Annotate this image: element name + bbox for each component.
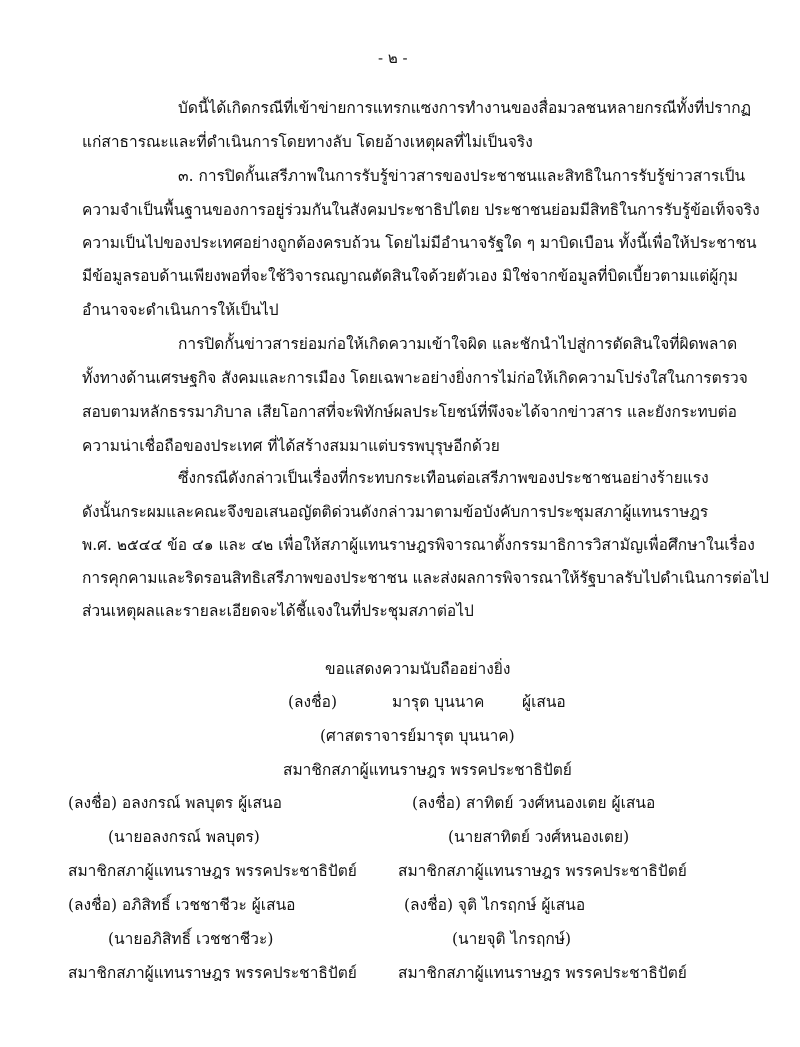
body-line: ๓. การปิดกั้นเสรีภาพในการรับรู้ข่าวสารของประชาชนและสิทธิในการรับรู้ข่าวสารเป็น [178,167,746,185]
body-line: การคุกคามและริดรอนสิทธิเสรีภาพของประชาชน และส่งผลการพิจารณาให้รัฐบาลรับไปดำเนินการต่อไป [82,569,769,587]
body-line: บัดนี้ได้เกิดกรณีที่เข้าข่ายการแทรกแซงการทำงานของสื่อมวลชนหลายกรณีทั้งที่ปรากฏ [178,99,752,117]
co-signer-full-name: (นายจุติ ไกรฤกษ์) [452,930,572,948]
body-line: ความเป็นไปของประเทศอย่างถูกต้องครบถ้วน โดยไม่มีอำนาจรัฐใด ๆ มาบิดเบือน ทั้งนี้เพื่อให้ประชาชน [82,234,757,252]
body-line: อำนาจจะดำเนินการให้เป็นไป [82,301,279,319]
main-signer-full-name: (ศาสตราจารย์มารุต บุนนาค) [320,727,515,745]
closing-text: ขอแสดงความนับถืออย่างยิ่ง [325,660,511,678]
co-signer-full-name: (นายอภิสิทธิ์ เวชชาชีวะ) [108,930,274,948]
body-line: การปิดกั้นข่าวสารย่อมก่อให้เกิดความเข้าใจผิด และชักนำไปสู่การตัดสินใจที่ผิดพลาด [178,335,738,353]
co-signer-sign-line: (ลงชื่อ) จุติ ไกรฤกษ์ ผู้เสนอ [404,896,586,914]
main-signer-name: มารุต บุนนาค [392,693,485,711]
co-signer-sign-line: (ลงชื่อ) อภิสิทธิ์ เวชชาชีวะ ผู้เสนอ [68,896,296,914]
co-signer-sign-line: (ลงชื่อ) อลงกรณ์ พลบุตร ผู้เสนอ [68,794,282,812]
co-signer-position: สมาชิกสภาผู้แทนราษฎร พรรคประชาธิปัตย์ [68,964,357,982]
co-signer-position: สมาชิกสภาผู้แทนราษฎร พรรคประชาธิปัตย์ [398,862,687,880]
body-line: สอบตามหลักธรรมาภิบาล เสียโอกาสที่จะพิทักษ์ผลประโยชน์ที่พึงจะได้จากข่าวสาร และยังกระทบต่อ [82,403,737,421]
body-line: ความน่าเชื่อถือของประเทศ ที่ได้สร้างสมมาแต่บรรพบุรุษอีกด้วย [82,437,500,455]
main-signer-role: ผู้เสนอ [522,693,566,711]
main-signer-position: สมาชิกสภาผู้แทนราษฎร พรรคประชาธิปัตย์ [283,761,572,779]
body-line: ดังนั้นกระผมและคณะจึงขอเสนอญัตติด่วนดังกล่าวมาตามข้อบังคับการประชุมสภาผู้แทนราษฎร [82,503,709,521]
body-line: ส่วนเหตุผลและรายละเอียดจะได้ชี้แจงในที่ประชุมสภาต่อไป [82,602,474,620]
body-line: ซึ่งกรณีดังกล่าวเป็นเรื่องที่กระทบกระเทือนต่อเสรีภาพของประชาชนอย่างร้ายแรง [178,469,709,487]
body-line: ความจำเป็นพื้นฐานของการอยู่ร่วมกันในสังคมประชาธิปไตย ประชาชนย่อมมีสิทธิในการรับรู้ข้อเท็จจริง [82,201,760,219]
main-signer-sign-prefix: (ลงชื่อ) [288,693,337,711]
co-signer-position: สมาชิกสภาผู้แทนราษฎร พรรคประชาธิปัตย์ [68,862,357,880]
co-signer-full-name: (นายสาทิตย์ วงศ์หนองเตย) [448,828,630,846]
body-line: ทั้งทางด้านเศรษฐกิจ สังคมและการเมือง โดยเฉพาะอย่างยิ่งการไม่ก่อให้เกิดความโปร่งใสในการตรวจ [82,369,748,387]
body-line: พ.ศ. ๒๕๔๔ ข้อ ๔๑ และ ๔๒ เพื่อให้สภาผู้แทนราษฎรพิจารณาตั้งกรรมาธิการวิสามัญเพื่อศึกษาในเรื่อง [82,536,755,554]
co-signer-sign-line: (ลงชื่อ) สาทิตย์ วงศ์หนองเตย ผู้เสนอ [412,794,656,812]
body-line: แก่สาธารณะและที่ดำเนินการโดยทางลับ โดยอ้างเหตุผลที่ไม่เป็นจริง [82,133,533,151]
page-number: - ๒ - [378,49,408,67]
body-line: มีข้อมูลรอบด้านเพียงพอที่จะใช้วิจารณญาณตัดสินใจด้วยตัวเอง มิใช่จากข้อมูลที่บิดเบี้ยวตามแต่ผู้กุม [82,267,738,285]
co-signer-position: สมาชิกสภาผู้แทนราษฎร พรรคประชาธิปัตย์ [398,964,687,982]
co-signer-full-name: (นายอลงกรณ์ พลบุตร) [108,828,260,846]
